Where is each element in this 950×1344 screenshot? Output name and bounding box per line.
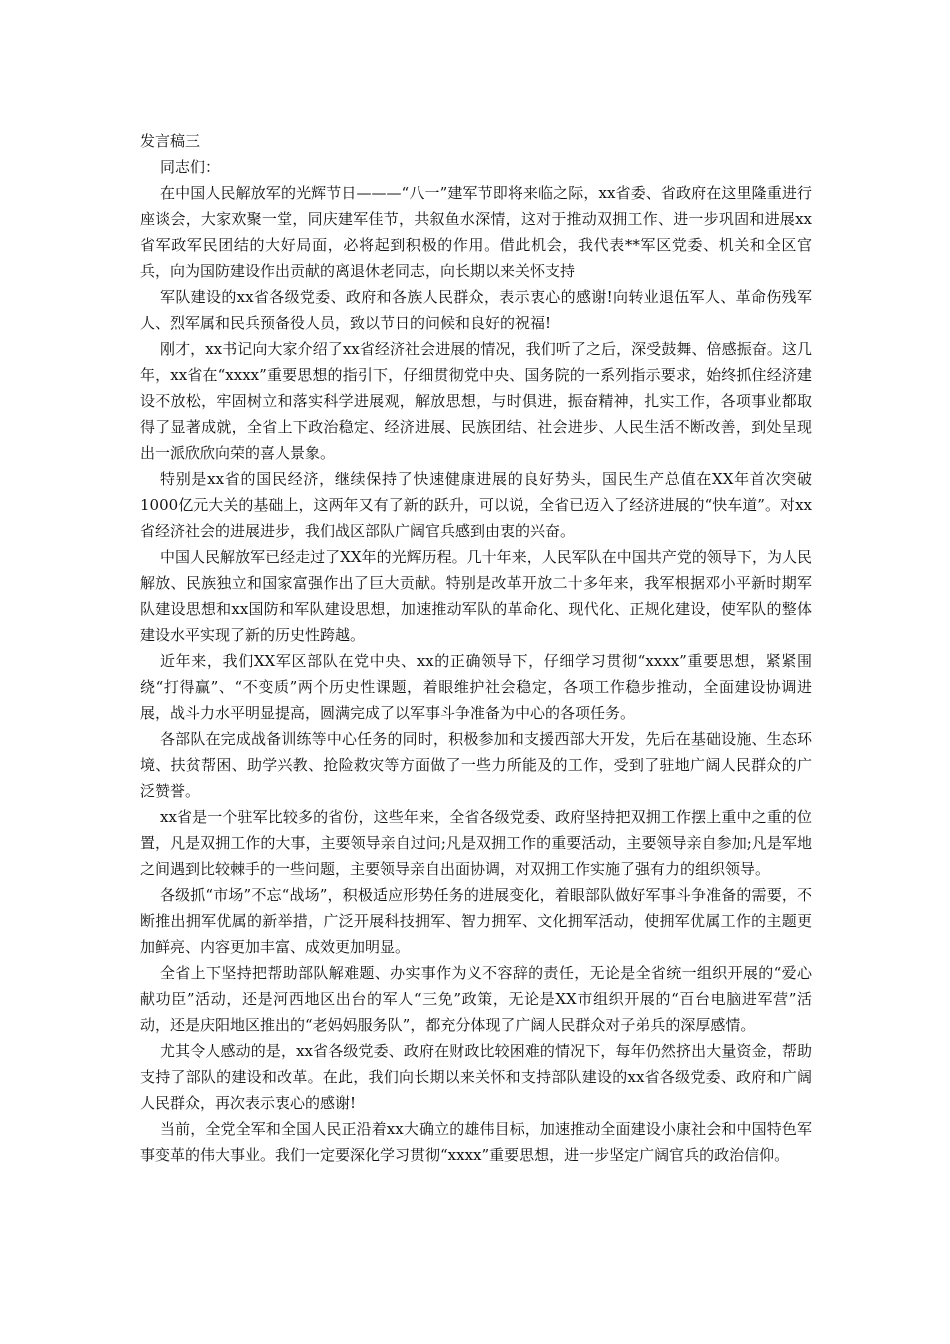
paragraph: 尤其令人感动的是，xx省各级党委、政府在财政比较困难的情况下，每年仍然挤出大量资金，帮助支持了部队的建设和改革。在此，我们向长期以来关怀和支持部队建设的xx省各级党委、政府和广阔人民群众，再次表示衷心的感谢! (140, 1042, 812, 1112)
salutation: 同志们： (160, 158, 221, 176)
paragraph: xx省是一个驻军比较多的省份，这些年来，全省各级党委、政府坚持把双拥工作摆上重中之重的位置，凡是双拥工作的大事，主要领导亲自过问;凡是双拥工作的重要活动，主要领导亲自参加;凡是军地之间遇到比较棘手的一些问题，主要领导亲自出面协调，对双拥工作实施了强有力的组织领导。 (140, 808, 812, 878)
paragraph: 特别是xx省的国民经济，继续保持了快速健康进展的良好势头，国民生产总值在XX年首次突破1000亿元大关的基础上，这两年又有了新的跃升，可以说，全省已迈入了经济进展的“快车道”。对xx省经济社会的进展进步，我们战区部队广阔官兵感到由衷的兴奋。 (140, 470, 812, 540)
paragraph: 在中国人民解放军的光辉节日———“八一”建军节即将来临之际，xx省委、省政府在这里隆重进行座谈会，大家欢聚一堂，同庆建军佳节，共叙鱼水深情，这对于推动双拥工作、进一步巩固和进展xx省军政军民团结的大好局面，必将起到积极的作用。借此机会，我代表**军区党委、机关和全区官兵，向为国防建设作出贡献的离退休老同志，向长期以来关怀支持 (140, 184, 812, 280)
paragraph: 各部队在完成战备训练等中心任务的同时，积极参加和支援西部大开发，先后在基础设施、生态环境、扶贫帮困、助学兴教、抢险救灾等方面做了一些力所能及的工作，受到了驻地广阔人民群众的广泛赞誉。 (140, 730, 812, 800)
speech-document (140, 128, 812, 1168)
paragraph: 近年来，我们XX军区部队在党中央、xx的正确领导下，仔细学习贯彻“xxxx”重要思想，紧紧围绕“打得赢”、“不变质”两个历史性课题，着眼维护社会稳定，各项工作稳步推动，全面建设协调进展，战斗力水平明显提高，圆满完成了以军事斗争准备为中心的各项任务。 (140, 652, 812, 722)
document-title: 发言稿三 (140, 132, 201, 150)
paragraph: 当前，全党全军和全国人民正沿着xx大确立的雄伟目标，加速推动全面建设小康社会和中国特色军事变革的伟大事业。我们一定要深化学习贯彻“xxxx”重要思想，进一步坚定广阔官兵的政治信仰。 (140, 1120, 812, 1164)
paragraph: 中国人民解放军已经走过了XX年的光辉历程。几十年来，人民军队在中国共产党的领导下，为人民解放、民族独立和国家富强作出了巨大贡献。特别是改革开放二十多年来，我军根据邓小平新时期军队建设思想和xx国防和军队建设思想，加速推动军队的革命化、现代化、正规化建设，使军队的整体建设水平实现了新的历史性跨越。 (140, 548, 812, 644)
paragraph: 刚才，xx书记向大家介绍了xx省经济社会进展的情况，我们听了之后，深受鼓舞、倍感振奋。这几年，xx省在“xxxx”重要思想的指引下，仔细贯彻党中央、国务院的一系列指示要求，始终抓住经济建设不放松，牢固树立和落实科学进展观，解放思想，与时俱进，振奋精神，扎实工作，各项事业都取得了显著成就，全省上下政治稳定、经济进展、民族团结、社会进步、人民生活不断改善，到处呈现出一派欣欣向荣的喜人景象。 (140, 340, 812, 462)
paragraph: 全省上下坚持把帮助部队解难题、办实事作为义不容辞的责任，无论是全省统一组织开展的“爱心献功臣”活动，还是河西地区出台的军人“三免”政策，无论是XX市组织开展的“百台电脑进军营”活动，还是庆阳地区推出的“老妈妈服务队”，都充分体现了广阔人民群众对子弟兵的深厚感情。 (140, 964, 812, 1034)
paragraph: 军队建设的xx省各级党委、政府和各族人民群众，表示衷心的感谢!向转业退伍军人、革命伤残军人、烈军属和民兵预备役人员，致以节日的问候和良好的祝福! (140, 288, 812, 332)
paragraph: 各级抓“市场”不忘“战场”，积极适应形势任务的进展变化，着眼部队做好军事斗争准备的需要，不断推出拥军优属的新举措，广泛开展科技拥军、智力拥军、文化拥军活动，使拥军优属工作的主题更加鲜亮、内容更加丰富、成效更加明显。 (140, 886, 812, 956)
